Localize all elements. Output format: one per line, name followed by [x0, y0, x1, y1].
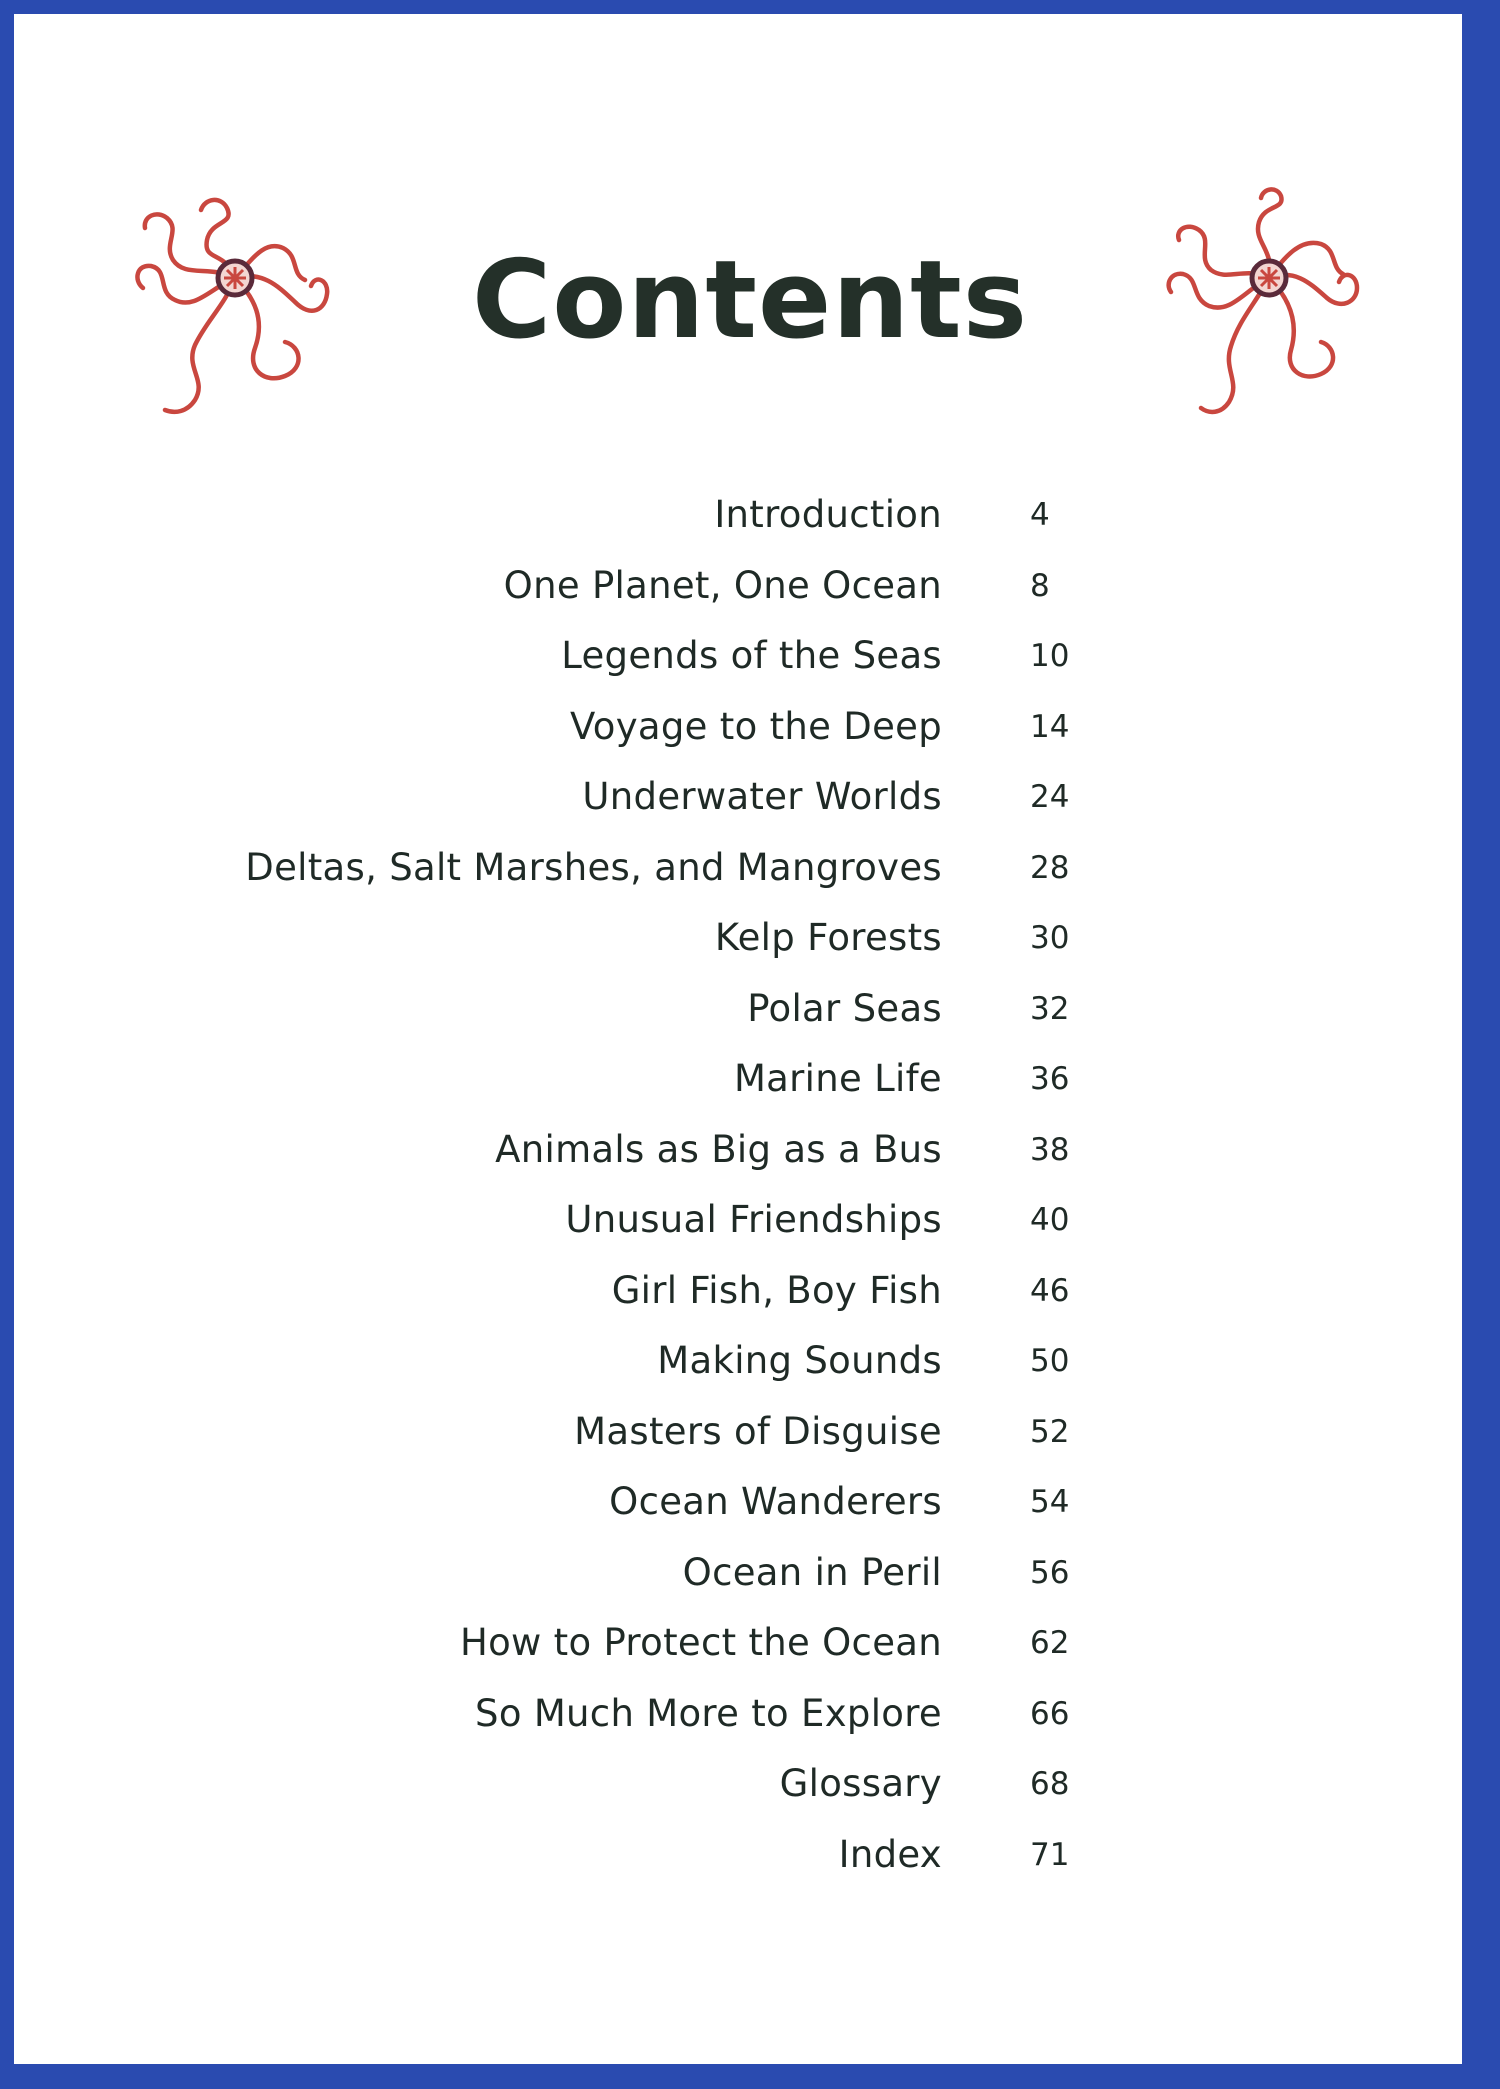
entry-title: Kelp Forests	[714, 916, 942, 959]
entry-page-number: 32	[1030, 990, 1070, 1027]
list-item[interactable]	[0, 1185, 1500, 1256]
entry-page-number: 10	[1030, 638, 1070, 674]
entry-page-number: 14	[1030, 708, 1070, 745]
list-item[interactable]	[0, 1749, 1500, 1820]
entry-title: Deltas, Salt Marshes, and Mangroves	[245, 845, 942, 889]
entry-title: Glossary	[779, 1762, 942, 1805]
list-item[interactable]	[0, 1538, 1500, 1609]
entry-page-number: 71	[1030, 1836, 1070, 1873]
table-of-contents	[0, 480, 1500, 1890]
entry-title: Ocean Wanderers	[609, 1480, 942, 1523]
list-item[interactable]	[0, 762, 1500, 833]
list-item[interactable]	[0, 1326, 1500, 1397]
entry-title: Animals as Big as a Bus	[495, 1127, 942, 1171]
list-item[interactable]	[0, 1397, 1500, 1468]
entry-page-number: 28	[1030, 849, 1070, 886]
entry-title: Marine Life	[733, 1057, 942, 1100]
entry-page-number: 50	[1030, 1343, 1070, 1379]
entry-page-number: 68	[1030, 1766, 1070, 1802]
entry-title: How to Protect the Ocean	[459, 1621, 942, 1664]
entry-page-number: 24	[1030, 779, 1070, 815]
entry-title: Masters of Disguise	[574, 1409, 942, 1453]
list-item[interactable]	[0, 480, 1500, 551]
entry-page-number: 38	[1030, 1131, 1070, 1168]
entry-title: So Much More to Explore	[475, 1691, 942, 1735]
entry-page-number: 54	[1030, 1484, 1070, 1520]
entry-title: Unusual Friendships	[565, 1198, 942, 1241]
entry-page-number: 62	[1030, 1625, 1070, 1661]
entry-page-number: 52	[1030, 1413, 1070, 1450]
list-item[interactable]	[0, 1820, 1500, 1891]
entry-page-number: 4	[1030, 497, 1050, 533]
entry-page-number: 8	[1030, 567, 1050, 604]
list-item[interactable]	[0, 1115, 1500, 1186]
entry-title: Legends of the Seas	[561, 634, 942, 677]
entry-page-number: 56	[1030, 1554, 1070, 1591]
list-item[interactable]	[0, 833, 1500, 904]
entry-title: Polar Seas	[747, 986, 942, 1030]
entry-title: Index	[838, 1832, 942, 1876]
entry-title: Voyage to the Deep	[570, 704, 942, 748]
list-item[interactable]	[0, 903, 1500, 974]
list-item[interactable]	[0, 1256, 1500, 1327]
entry-title: Girl Fish, Boy Fish	[611, 1268, 942, 1312]
page-title: Contents	[471, 238, 1028, 363]
entry-page-number: 66	[1030, 1695, 1070, 1732]
list-item[interactable]	[0, 551, 1500, 622]
entry-page-number: 36	[1030, 1061, 1070, 1097]
list-item[interactable]	[0, 692, 1500, 763]
list-item[interactable]	[0, 974, 1500, 1045]
list-item[interactable]	[0, 621, 1500, 692]
entry-page-number: 46	[1030, 1272, 1070, 1309]
entry-title: One Planet, One Ocean	[503, 563, 942, 607]
entry-title: Making Sounds	[657, 1339, 942, 1382]
list-item[interactable]	[0, 1044, 1500, 1115]
entry-title: Underwater Worlds	[582, 775, 942, 818]
list-item[interactable]	[0, 1467, 1500, 1538]
entry-title: Ocean in Peril	[682, 1550, 942, 1594]
list-item[interactable]	[0, 1679, 1500, 1750]
entry-page-number: 40	[1030, 1202, 1070, 1238]
entry-page-number: 30	[1030, 920, 1070, 956]
list-item[interactable]	[0, 1608, 1500, 1679]
entry-title: Introduction	[714, 493, 942, 536]
